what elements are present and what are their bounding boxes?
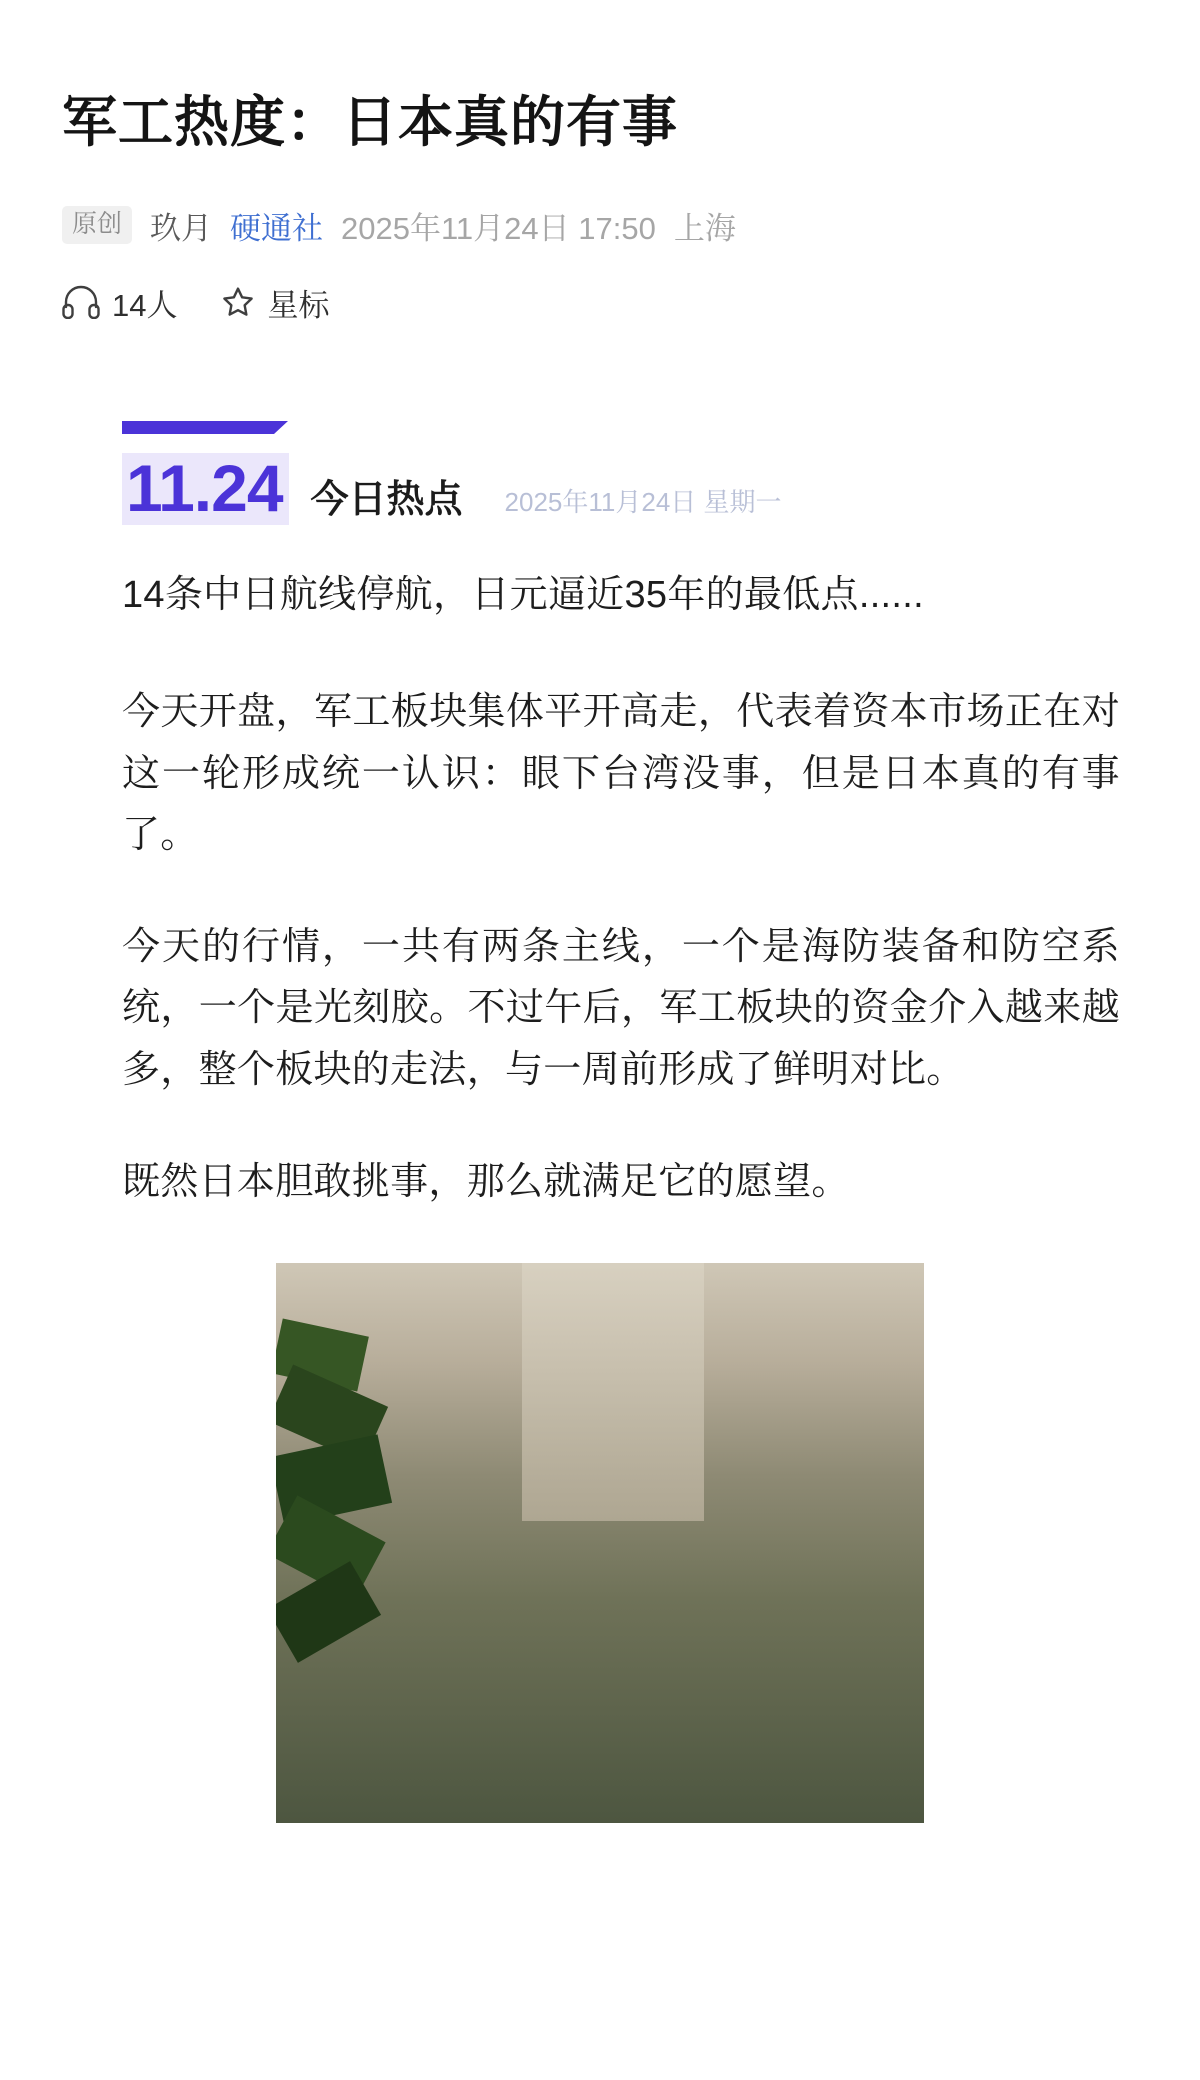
article-image bbox=[276, 1263, 924, 1823]
hot-topic-subdate: 2025年11月24日 星期一 bbox=[504, 486, 782, 517]
paragraph: 14条中日航线停航，日元逼近35年的最低点...... bbox=[122, 573, 924, 616]
star-label: 星标 bbox=[267, 287, 330, 323]
paragraph: 今天的行情，一共有两条主线，一个是海防装备和防空系统，一个是光刻胶。不过午后，军工板块的资金介入越来越多，整个板块的走法，与一周前形成了鲜明对比。 bbox=[122, 925, 1120, 1092]
article-actions bbox=[62, 280, 1138, 325]
hot-topic-date: 11.24 bbox=[122, 453, 289, 525]
author-name: 玖月 bbox=[150, 210, 213, 246]
star-button[interactable] bbox=[221, 280, 329, 325]
hot-topic-label: 今日热点 bbox=[310, 478, 463, 521]
hot-topic-block bbox=[62, 421, 1138, 525]
publish-city: 上海 bbox=[673, 210, 736, 246]
original-badge: 原创 bbox=[62, 206, 132, 244]
publish-datetime: 2025年11月24日 17:50 bbox=[341, 210, 656, 246]
hot-topic-header bbox=[122, 450, 1138, 525]
article-meta bbox=[62, 203, 1138, 248]
listen-count: 14人 bbox=[112, 287, 178, 323]
photo-lion-sculpture bbox=[276, 1263, 924, 1823]
paragraph: 今天开盘，军工板块集体平开高走，代表着资本市场正在对这一轮形成统一认识：眼下台湾没事，但是日本真的有事了。 bbox=[122, 691, 1120, 857]
article-body bbox=[62, 565, 1138, 1213]
listen-button[interactable] bbox=[62, 280, 177, 325]
accent-bar bbox=[122, 421, 274, 434]
page-title: 军工热度：日本真的有事 bbox=[62, 91, 679, 153]
paragraph: 既然日本胆敢挑事，那么就满足它的愿望。 bbox=[122, 1160, 850, 1203]
star-icon bbox=[221, 285, 255, 319]
source-link[interactable]: 硬通社 bbox=[230, 210, 324, 246]
hot-topic-rule bbox=[122, 421, 1138, 447]
headphones-icon bbox=[62, 285, 100, 319]
